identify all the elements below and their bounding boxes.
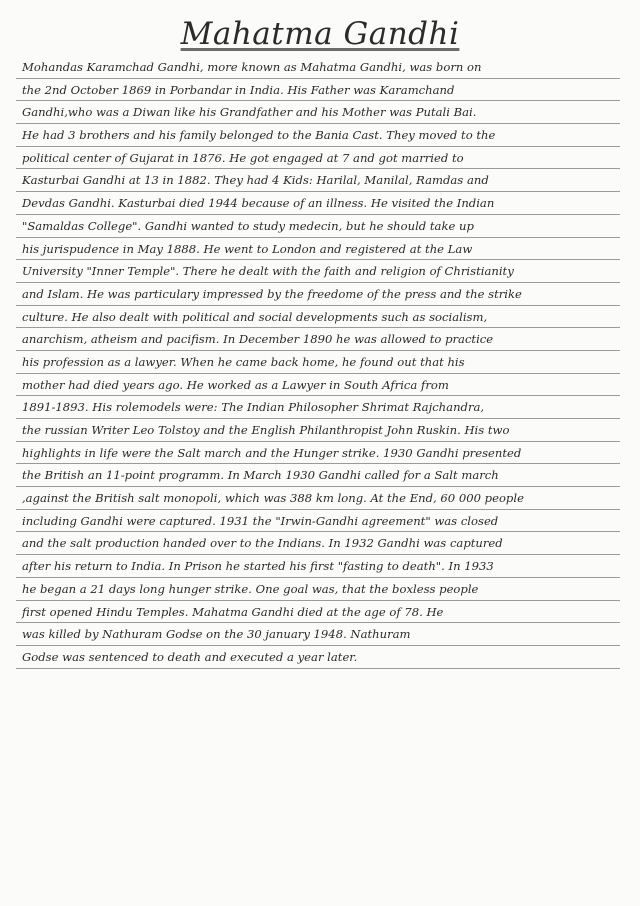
text-line-content: 1891-1893. His rolemodels were: The Indian Philosopher Shrimat Rajchandra, <box>22 400 485 415</box>
text-line <box>16 442 620 465</box>
text-line <box>16 555 620 578</box>
text-line <box>16 396 620 419</box>
text-line-content: his jurispudence in May 1888. He went to London and registered at the Law <box>22 241 473 256</box>
text-line <box>16 374 620 397</box>
text-line-content: the russian Writer Leo Tolstoy and the English Philanthropist John Ruskin. His two <box>22 423 510 437</box>
text-line <box>16 601 620 624</box>
text-line <box>16 532 620 555</box>
text-line <box>16 510 620 533</box>
text-line <box>16 101 620 124</box>
text-line-content: after his return to India. In Prison he started his first "fasting to death". In 1933 <box>22 559 494 574</box>
text-line-content: the British an 11-point programm. In March 1930 Gandhi called for a Salt march <box>22 468 499 483</box>
text-line <box>16 56 620 79</box>
text-line <box>16 464 620 487</box>
text-line-content: he began a 21 days long hunger strike. One goal was, that the boxless people <box>22 581 479 596</box>
text-line-content: including Gandhi were captured. 1931 the "Irwin-Gandhi agreement" was closed <box>22 513 499 528</box>
text-line-content: culture. He also dealt with political and social developments such as socialism, <box>22 309 488 324</box>
text-line-content: first opened Hindu Temples. Mahatma Gandhi died at the age of 78. He <box>22 604 444 619</box>
text-line <box>16 328 620 351</box>
text-line-content: Gandhi,who was a Diwan like his Grandfather and his Mother was Putali Bai. <box>22 105 477 120</box>
text-line-content: "Samaldas College". Gandhi wanted to study medecin, but he should take up <box>22 218 474 233</box>
text-line-content: Devdas Gandhi. Kasturbai died 1944 because of an illness. He visited the Indian <box>22 196 495 211</box>
text-line-content: University "Inner Temple". There he dealt with the faith and religion of Christianity <box>22 264 514 279</box>
text-line-content: Kasturbai Gandhi at 13 in 1882. They had 4 Kids: Harilal, Manilal, Ramdas and <box>22 173 489 188</box>
text-line-content: highlights in life were the Salt march and the Hunger strike. 1930 Gandhi presented <box>22 445 522 460</box>
text-line-content: and the salt production handed over to the Indians. In 1932 Gandhi was captured <box>22 536 503 551</box>
text-line-content: Godse was sentenced to death and executed a year later. <box>22 649 358 664</box>
text-line-content: Mohandas Karamchad Gandhi, more known as Mahatma Gandhi, was born on <box>22 60 482 74</box>
text-line <box>16 578 620 601</box>
text-line-content: his profession as a lawyer. When he came back home, he found out that his <box>22 354 465 369</box>
text-line <box>16 623 620 646</box>
text-line-content: was killed by Nathuram Godse on the 30 january 1948. Nathuram <box>22 627 411 642</box>
text-line <box>16 147 620 170</box>
page-title: Mahatma Gandhi <box>180 16 460 52</box>
text-line-content: political center of Gujarat in 1876. He got engaged at 7 and got married to <box>22 150 464 165</box>
text-line <box>16 487 620 510</box>
text-line-content: the 2nd October 1869 in Porbandar in India. His Father was Karamchand <box>22 82 455 97</box>
text-line-content: mother had died years ago. He worked as a Lawyer in South Africa from <box>22 377 449 392</box>
text-line <box>16 192 620 215</box>
text-line <box>16 351 620 374</box>
text-line <box>16 79 620 102</box>
text-line-content: anarchism, atheism and pacifism. In December 1890 he was allowed to practice <box>22 332 494 347</box>
text-line <box>16 283 620 306</box>
handwritten-text-lines <box>16 56 620 669</box>
text-line <box>16 169 620 192</box>
text-line <box>16 306 620 329</box>
text-line-content: ,against the British salt monopoli, which was 388 km long. At the End, 60 000 people <box>22 491 524 506</box>
text-line-content: and Islam. He was particulary impressed by the freedome of the press and the strike <box>22 286 522 301</box>
text-line <box>16 646 620 669</box>
text-line <box>16 260 620 283</box>
text-line <box>16 419 620 442</box>
text-line <box>16 215 620 238</box>
text-line <box>16 124 620 147</box>
text-line-content: He had 3 brothers and his family belonged to the Bania Cast. They moved to the <box>22 128 496 143</box>
text-line <box>16 238 620 261</box>
